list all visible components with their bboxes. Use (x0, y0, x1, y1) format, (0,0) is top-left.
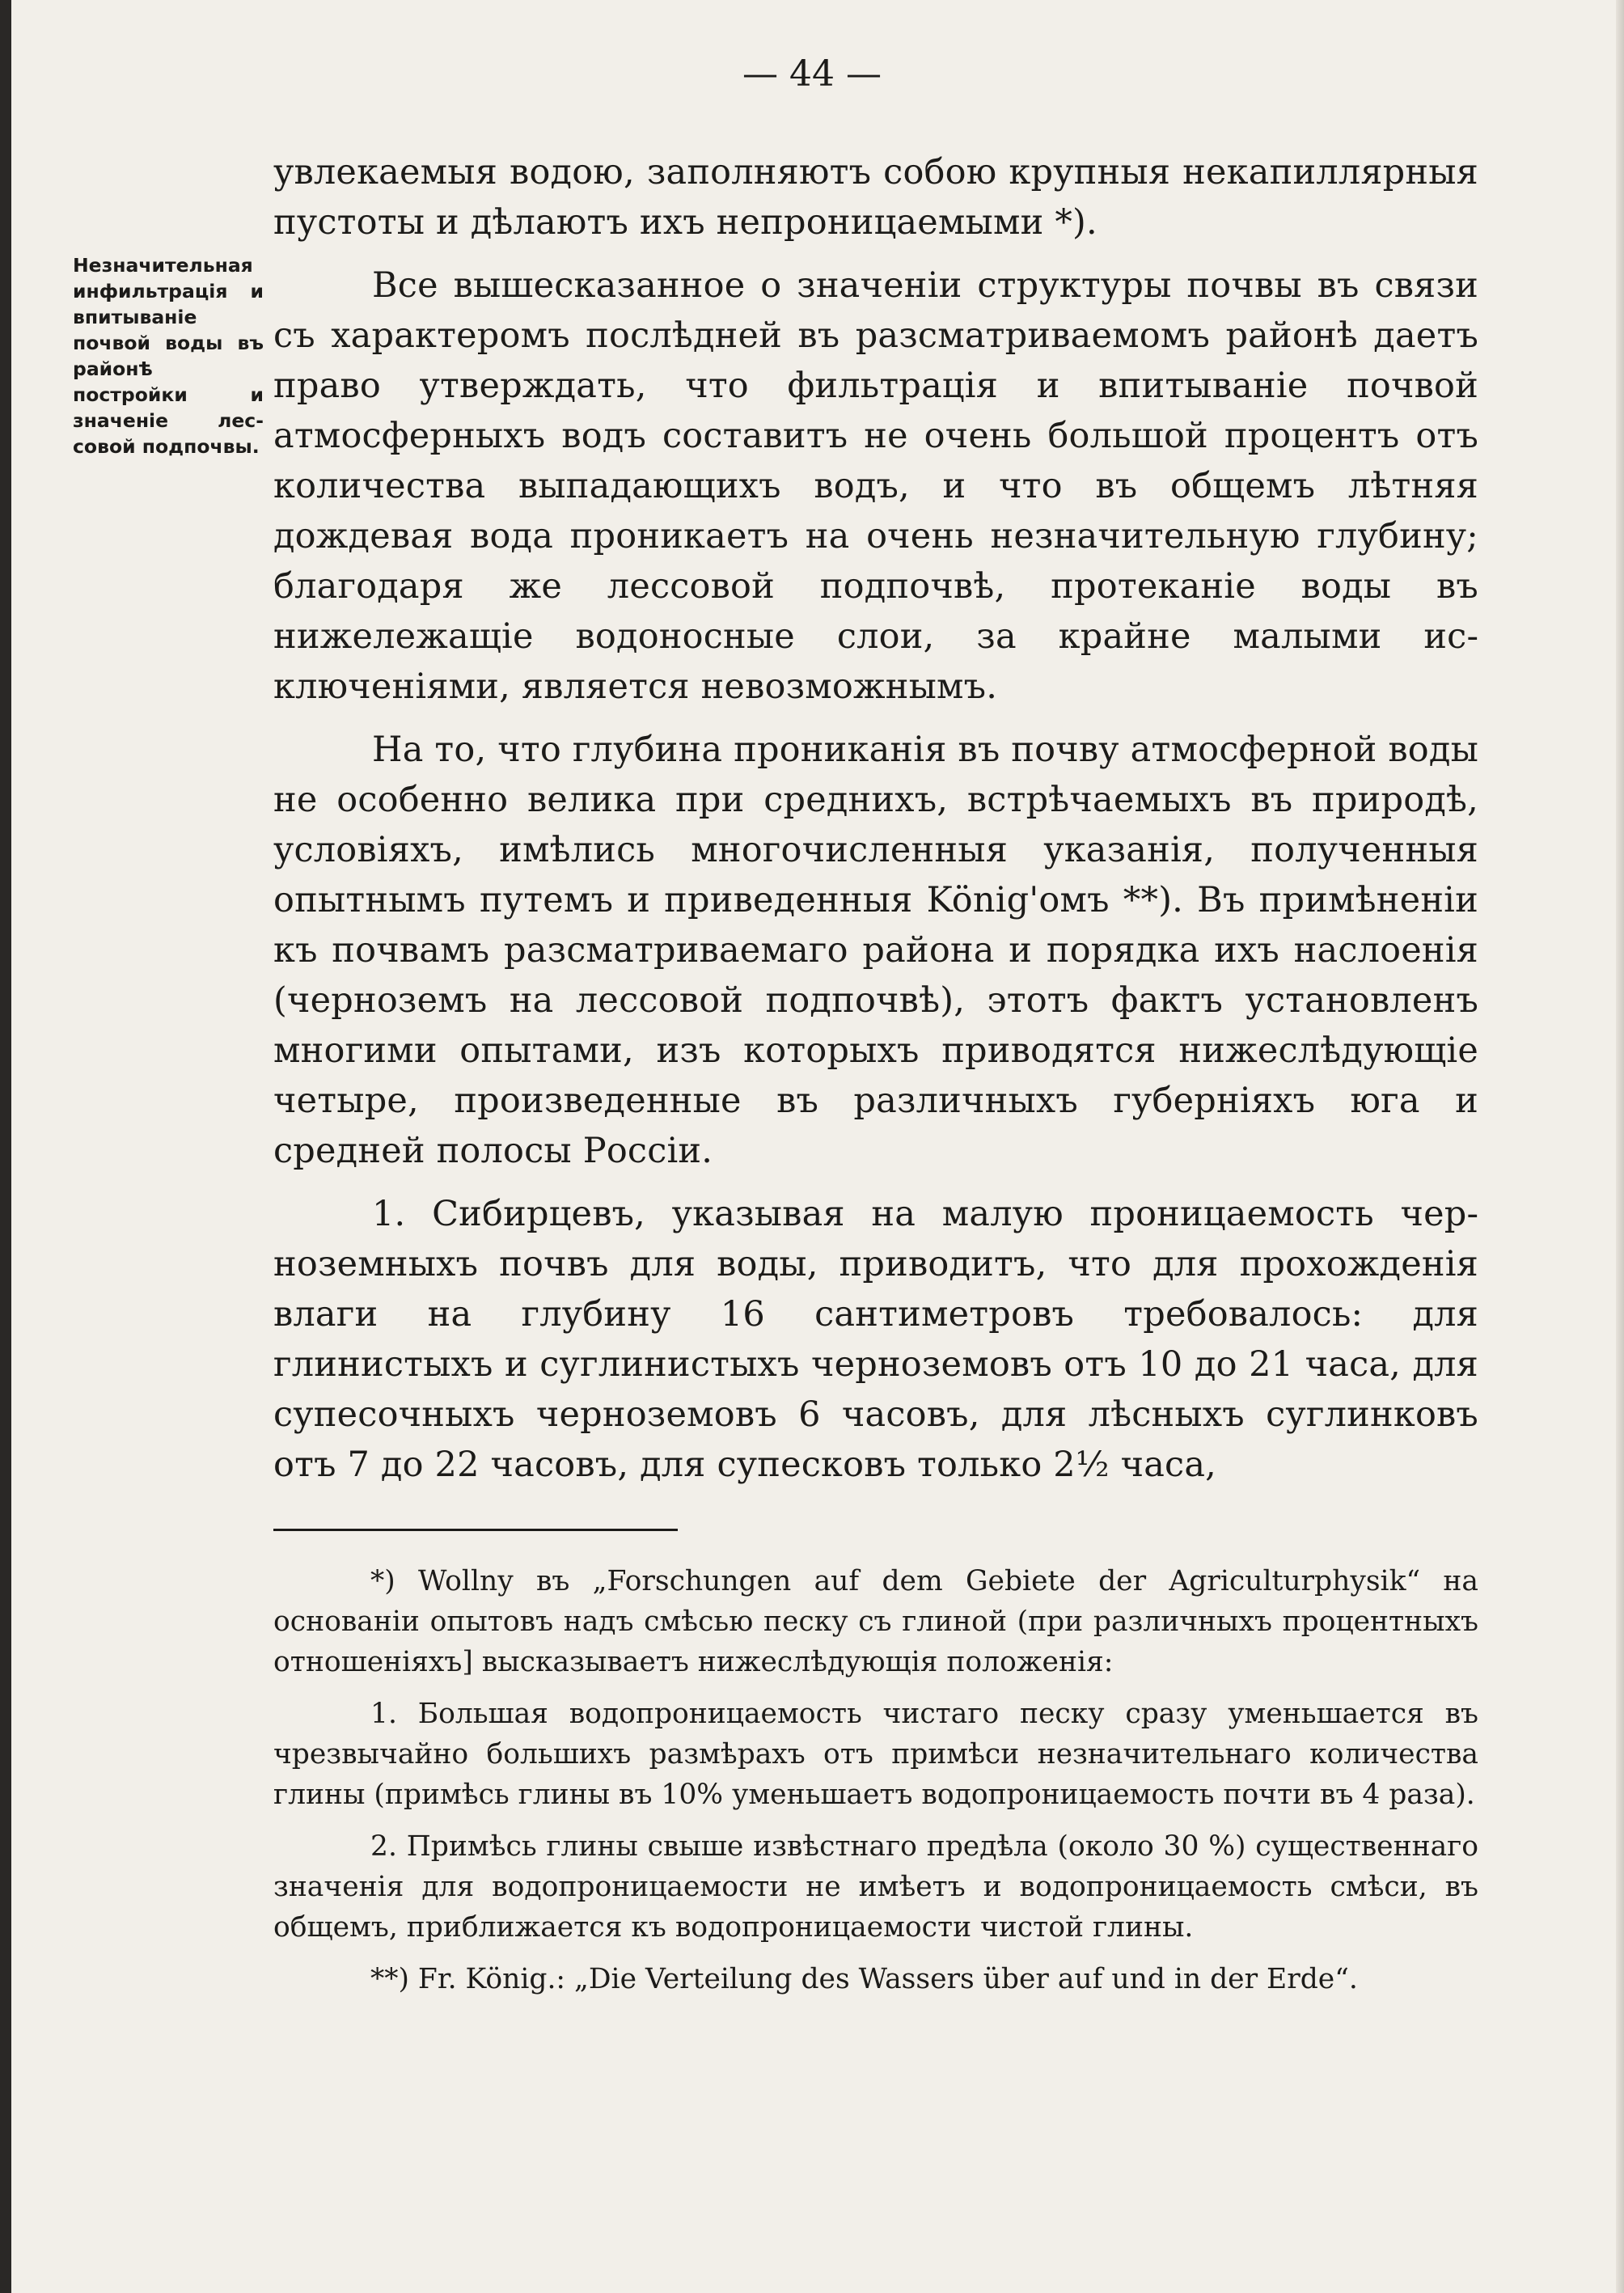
footnote-rule (273, 1529, 678, 1531)
paragraph-structure: Все вышесказанное о значеніи структуры почвы въ связи съ характеромъ послѣдней въ разсматриваемомъ районѣ даетъ право утверждать, что фильтрація и впитываніе почвой атмосферныхъ водъ составитъ не очень большой процентъ отъ количества выпадающихъ водъ, и что въ общемъ лѣтняя дождевая вода проникаетъ на очень незначительную глубину; благодаря же лессовой подпочвѣ, протеканіе воды въ нижележащіе водоносные слои, за крайне малыми исключеніями, является невозможнымъ. (273, 265, 1478, 707)
page-number: — 44 — (742, 53, 882, 95)
main-text (273, 147, 1478, 1503)
footnote-wollny: *) Wollny въ „Forschungen auf dem Gebiete der Agriculturphysik“ на основаніи опытовъ надъ смѣсью песку съ глиной (при различныхъ процентныхъ отношеніяхъ] высказываетъ нижеслѣдующія положенія: (273, 1565, 1478, 1678)
footnote-item-2: 2. Примѣсь глины свыше извѣстнаго предѣла (около 30 %) существеннаго значенія для водопроницаемости не имѣетъ и водопроницаемость смѣси, въ общемъ, приближается къ водопроницаемости чистой глины. (273, 1830, 1478, 1944)
footnote-konig: **) Fr. König.: „Die Verteilung des Wassers über auf und in der Erde“. (370, 1963, 1358, 1995)
scan-edge-left (0, 0, 11, 2293)
paragraph-penetration: На то, что глубина прониканія въ почву атмосферной воды не особенно велика при среднихъ, встрѣчаемыхъ въ природѣ, условіяхъ, имѣлись многочисленныя указанія, полученныя опытнымъ путемъ и приведенныя König'омъ **). Въ примѣненіи къ почвамъ разсматриваемаго района и порядка ихъ наслоенія (черноземъ на лессовой подпочвѣ), этотъ фактъ установленъ многими опытами, изъ которыхъ приводятся нижеслѣдующіе четыре, произведенные въ различныхъ губерніяхъ юга и средней полосы Россіи. (273, 730, 1478, 1171)
footnote-item-1: 1. Большая водопроницаемость чистаго песку сразу уменьшается въ чрезвычайно большихъ размѣрахъ отъ примѣси незначительнаго количества глины (примѣсь глины въ 10% уменьшаетъ водопроницаемость почти въ 4 раза). (273, 1698, 1478, 1811)
footnotes (273, 1561, 1478, 2011)
scan-edge-right (1616, 0, 1624, 2293)
margin-note: Незначительная инфильтрація и впитываніе почвой воды въ районѣ постройки и значеніе лессовой подпочвы. (73, 254, 264, 458)
paragraph-continuation: увлекаемыя водою, заполняютъ собою крупныя некапиллярныя пустоты и дѣлаютъ ихъ непроницаемыми *). (273, 152, 1478, 243)
paragraph-sibirtsev: 1. Сибирцевъ, указывая на малую проницаемость черноземныхъ почвъ для воды, приводитъ, что для прохожденія влаги на глубину 16 сантиметровъ требовалось: для глинистыхъ и суглинистыхъ черноземовъ отъ 10 до 21 часа, для супесочныхъ черноземовъ 6 часовъ, для лѣсныхъ суглинковъ отъ 7 до 22 часовъ, для супесковъ только 2½ часа, (273, 1194, 1478, 1485)
